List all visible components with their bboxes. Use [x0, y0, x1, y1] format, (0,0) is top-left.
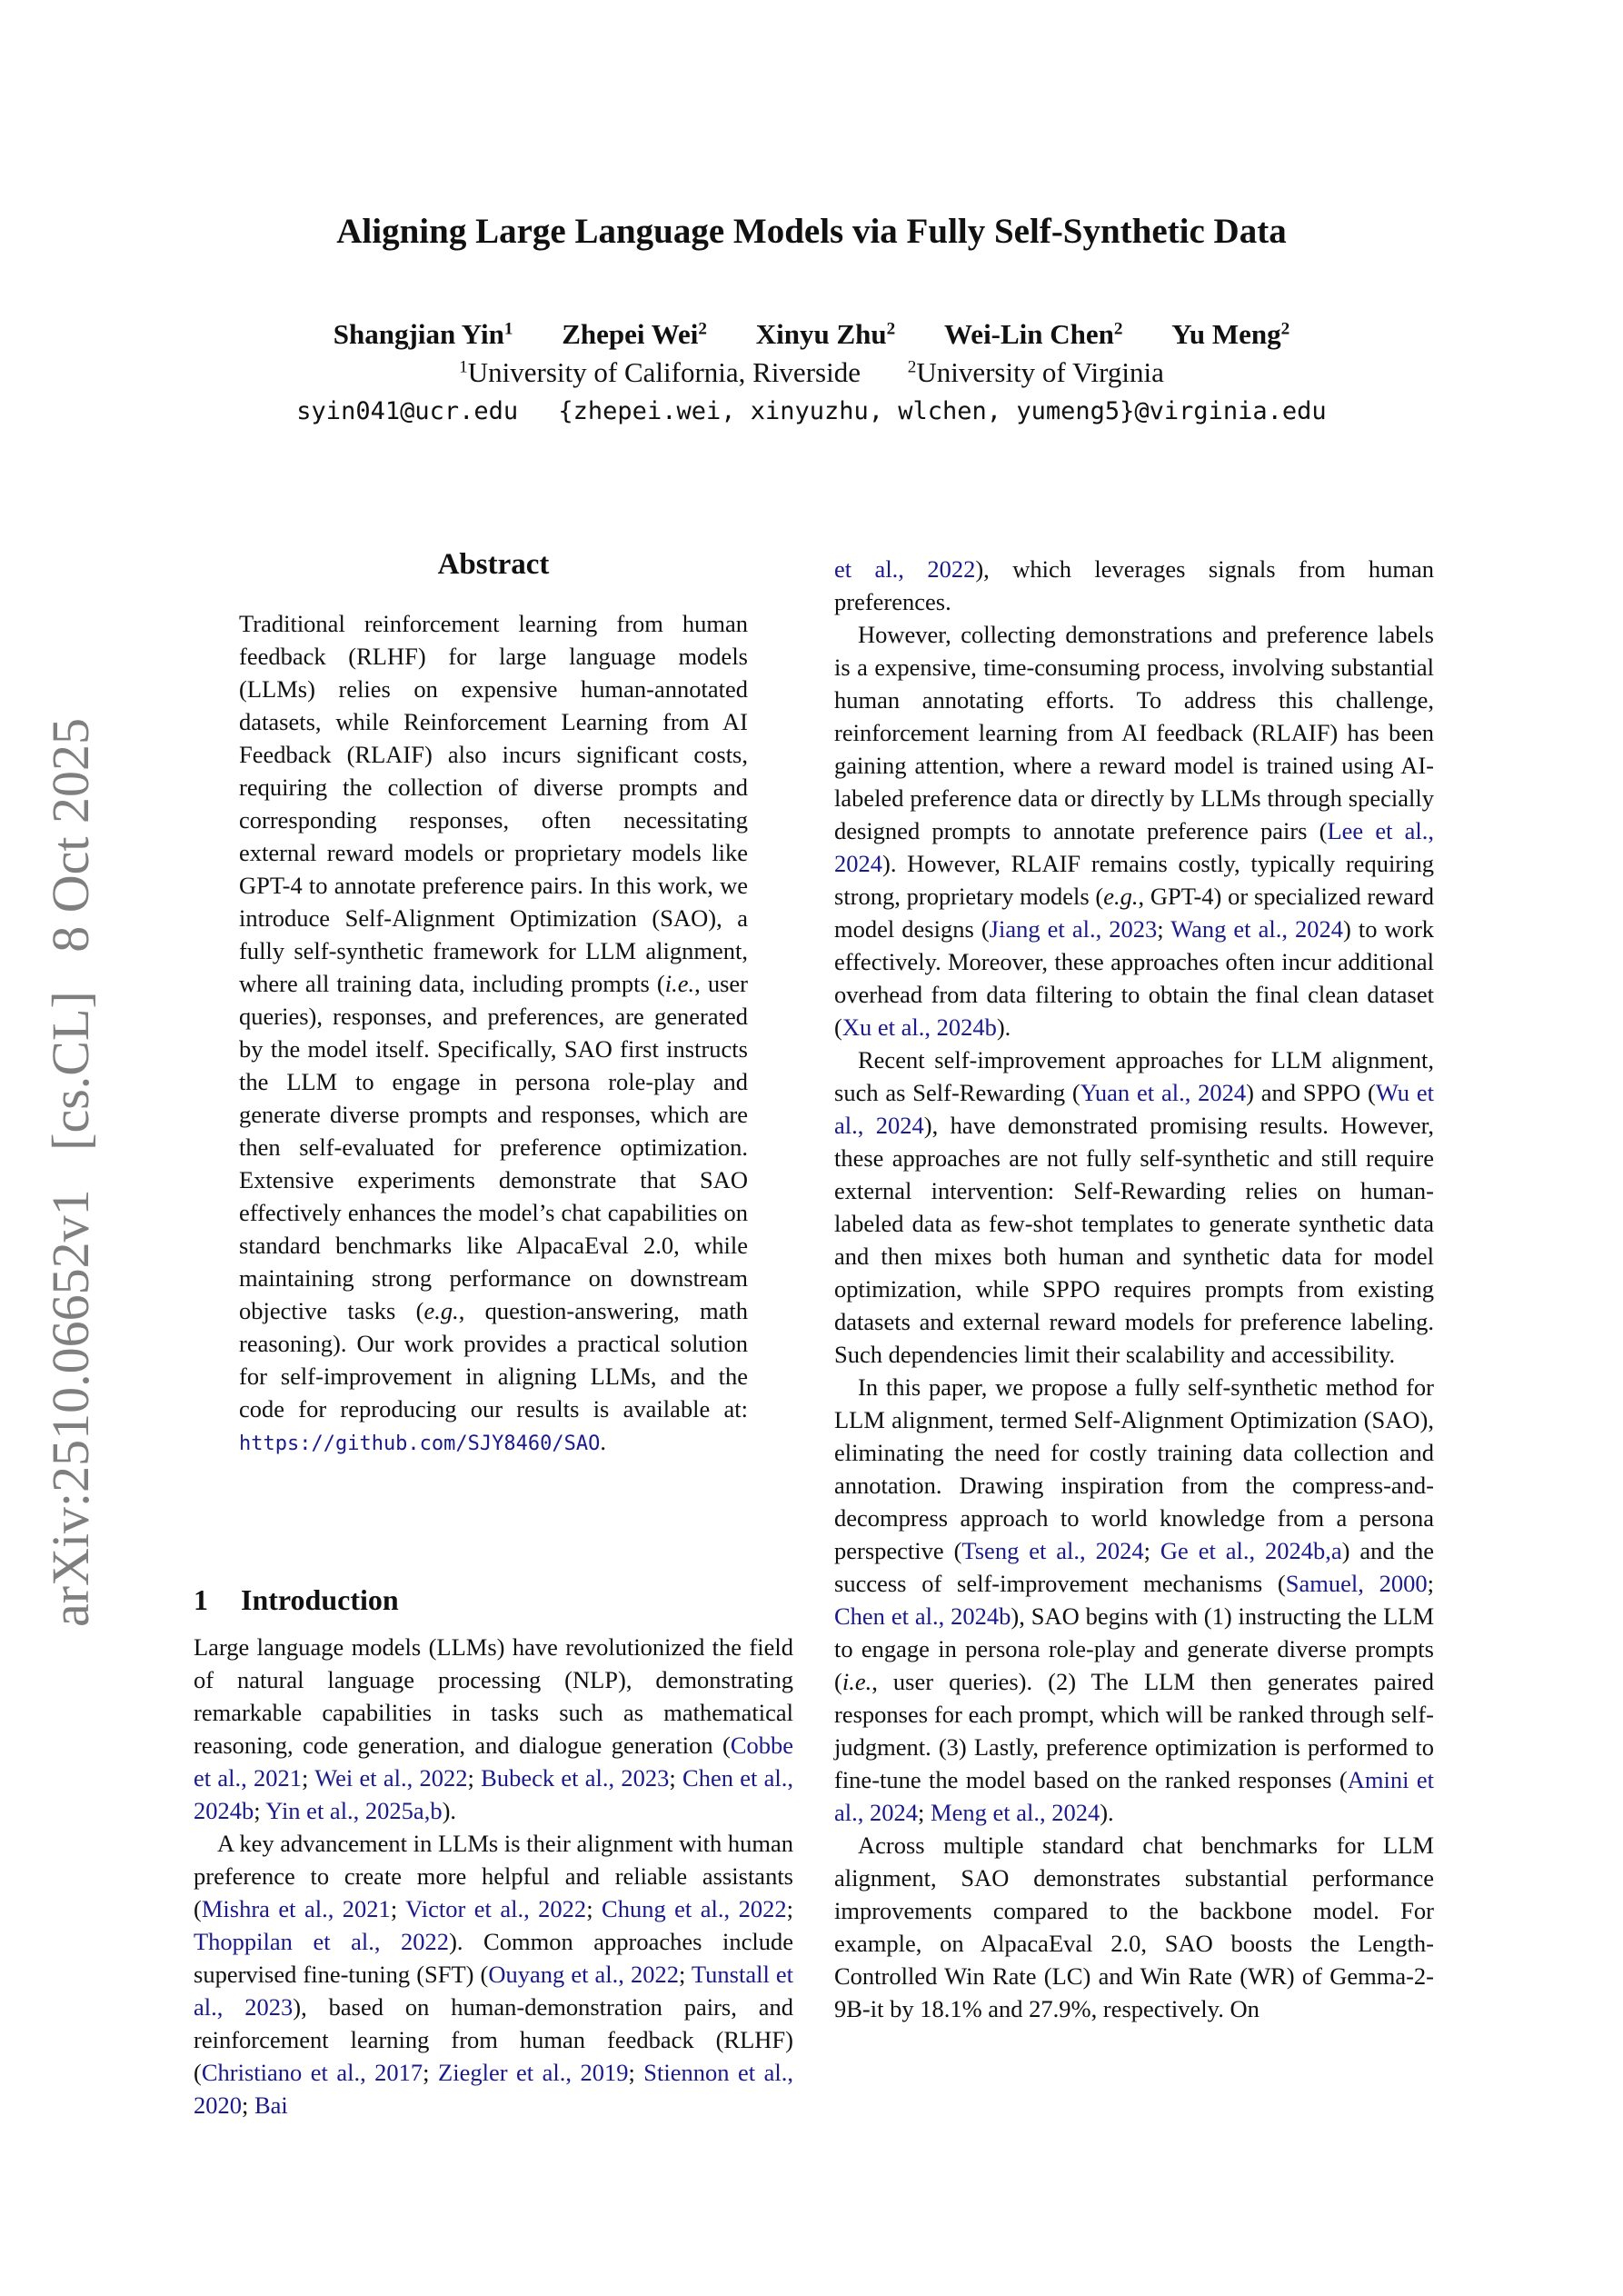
email-list — [0, 397, 1623, 425]
citation-link[interactable]: Wei et al., 2022 — [314, 1764, 468, 1792]
citation-link[interactable]: Victor et al., 2022 — [405, 1895, 587, 1922]
citation-link[interactable]: Yuan et al., 2024 — [1080, 1079, 1247, 1106]
paragraph: et al., 2022), which leverages signals from human preferences. — [834, 555, 1434, 615]
citation-link[interactable]: Samuel, 2000 — [1285, 1570, 1428, 1597]
arxiv-date: 8 Oct 2025 — [41, 718, 100, 953]
right-column — [834, 553, 1434, 2025]
author-list — [0, 318, 1623, 351]
citation-link[interactable]: et al., 2022 — [834, 555, 976, 583]
citation-link[interactable]: Chen et al., 2024b — [194, 1764, 793, 1824]
affiliation: $^1$University of California, Riverside — [459, 356, 861, 388]
citation-link[interactable]: Chung et al., 2022 — [602, 1895, 787, 1922]
citation-link[interactable]: Thoppilan et al., 2022 — [194, 1928, 450, 1955]
citation-link[interactable]: Christiano et al., 2017 — [201, 2059, 423, 2086]
citation-link[interactable]: Bubeck et al., 2023 — [481, 1764, 670, 1792]
citation-link[interactable]: Stiennon et al., 2020 — [194, 2059, 793, 2119]
abstract-heading: Abstract — [437, 548, 550, 581]
arxiv-category: [cs.CL] — [41, 991, 100, 1151]
citation-link[interactable]: Xu et al., 2024b — [841, 1013, 997, 1041]
affiliation: $^2$University of Virginia — [907, 356, 1164, 388]
section-heading-introduction: 1 Introduction — [194, 1583, 399, 1616]
left-column — [194, 1582, 793, 2121]
citation-link[interactable]: Yin et al., 2025a,b — [265, 1797, 443, 1824]
arxiv-id: arXiv:2510.06652v1 — [41, 1189, 100, 1627]
citation-link[interactable]: Ouyang et al., 2022 — [488, 1961, 679, 1988]
citation-link[interactable]: Mishra et al., 2021 — [201, 1895, 391, 1922]
affiliation-list — [0, 356, 1623, 389]
code-link[interactable]: https://github.com/SJY8460/SAO — [239, 1433, 601, 1455]
author: Shangjian Yin$^1$ — [333, 318, 513, 350]
paragraph: Large language models (LLMs) have revolutionized the field of natural language processing (NLP), demonstrating remarkable capabilities in tasks such as mathematical reasoning, code generation, and dialogue generation (Cobbe et al., 2021; Wei et al., 2022; Bubeck et al., 2023; Chen et al., 2024b; Yin et al., 2025a,b). — [194, 1633, 793, 1824]
citation-link[interactable]: Tunstall et al., 2023 — [194, 1961, 793, 2021]
author: Yu Meng$^2$ — [1171, 318, 1290, 350]
paragraph: Across multiple standard chat benchmarks for LLM alignment, SAO demonstrates substantial performance improvements compared to the backbone model. For example, on AlpacaEval 2.0, SAO boosts the Length-Controlled Win Rate (LC) and Win Rate (WR) of Gemma-2-9B-it by 18.1% and 27.9%, respectively. On — [834, 1832, 1434, 2022]
citation-link[interactable]: Lee et al., 2024 — [834, 817, 1434, 877]
email[interactable]: {zhepei.wei, xinyuzhu, wlchen, yumeng5}@virginia.edu — [558, 397, 1327, 425]
citation-link[interactable]: Tseng et al., 2024 — [961, 1537, 1144, 1564]
citation-link[interactable]: Wu et al., 2024 — [834, 1079, 1435, 1139]
citation-link[interactable]: Meng et al., 2024 — [931, 1799, 1100, 1826]
citation-link[interactable]: Chen et al., 2024b — [834, 1602, 1011, 1630]
author: Xinyu Zhu$^2$ — [755, 318, 896, 350]
citation-link[interactable]: Jiang et al., 2023 — [989, 915, 1158, 943]
citation-link[interactable]: Cobbe et al., 2021 — [194, 1732, 793, 1792]
abstract-body: Traditional reinforcement learning from human feedback (RLHF) for large language models (LLMs) relies on expensive human-annotated datasets, while Reinforcement Learning from AI Feedback (RLAIF) also incurs significant costs, requiring the collection of diverse prompts and corresponding responses, often necessitating external reward models or proprietary models like GPT-4 to annotate preference pairs. In this work, we introduce Self-Alignment Optimization (SAO), a fully self-synthetic framework for LLM alignment, where all training data, including prompts (i.e., user queries), responses, and preferences, are generated by the model itself. Specifically, SAO first instructs the LLM to engage in persona role-play and generate diverse prompts and responses, which are then self-evaluated for preference optimization. Extensive experiments demonstrate that SAO effectively enhances the model’s chat capabilities on standard benchmarks like AlpacaEval 2.0, while maintaining strong performance on downstream objective tasks (e.g., question-answering, math reasoning). Our work provides a practical solution for self-improvement in aligning LLMs, and the code for reproducing our results is available at: https://github.com/SJY8460/SAO. — [239, 610, 748, 1455]
paragraph: However, collecting demonstrations and preference labels is a expensive, time-consuming process, involving substantial human annotating efforts. To address this challenge, reinforcement learning from AI feedback (RLAIF) has been gaining attention, where a reward model is trained using AI-labeled preference data or directly by LLMs through specially designed prompts to annotate preference pairs (Lee et al., 2024). However, RLAIF remains costly, typically requiring strong, proprietary models (e.g., GPT-4) or specialized reward model designs (Jiang et al., 2023; Wang et al., 2024) to work effectively. Moreover, these approaches often incur additional overhead from data filtering to obtain the final clean dataset (Xu et al., 2024b). — [834, 621, 1435, 1041]
email[interactable]: syin041@ucr.edu — [296, 397, 519, 425]
citation-link[interactable]: Ziegler et al., 2019 — [438, 2059, 629, 2086]
citation-link[interactable]: Ge et al., 2024b,a — [1160, 1537, 1342, 1564]
author: Wei-Lin Chen$^2$ — [944, 318, 1123, 350]
paragraph: A key advancement in LLMs is their alignment with human preference to create more helpful and reliable assistants (Mishra et al., 2021; Victor et al., 2022; Chung et al., 2022; Thoppilan et al., 2022). Common approaches include supervised fine-tuning (SFT) (Ouyang et al., 2022; Tunstall et al., 2023), based on human-demonstration pairs, and reinforcement learning from human feedback (RLHF) (Christiano et al., 2017; Ziegler et al., 2019; Stiennon et al., 2020; Bai — [194, 1830, 794, 2119]
citation-link[interactable]: Amini et al., 2024 — [834, 1766, 1434, 1826]
author: Zhepei Wei$^2$ — [562, 318, 708, 350]
paragraph: Recent self-improvement approaches for LLM alignment, such as Self-Rewarding (Yuan et al., 2024) and SPPO (Wu et al., 2024), have demonstrated promising results. However, these approaches are not fully self-synthetic and still require external intervention: Self-Rewarding relies on human-labeled data as few-shot templates to generate synthetic data and then mixes both human and synthetic data for model optimization, while SPPO requires prompts from existing datasets and external reward models for preference labeling. Such dependencies limit their scalability and accessibility. — [834, 1046, 1435, 1368]
arxiv-stamp — [40, 664, 101, 1627]
paper-title: Aligning Large Language Models via Fully Self-Synthetic Data — [336, 212, 1287, 251]
paragraph: In this paper, we propose a fully self-synthetic method for LLM alignment, termed Self-Alignment Optimization (SAO), eliminating the need for costly training data collection and annotation. Drawing inspiration from the compress-and-decompress approach to world knowledge from a persona perspective (Tseng et al., 2024; Ge et al., 2024b,a) and the success of self-improvement mechanisms (Samuel, 2000; Chen et al., 2024b), SAO begins with (1) instructing the LLM to engage in persona role-play and generate diverse prompts (i.e., user queries). (2) The LLM then generates paired responses for each prompt, which will be ranked through self-judgment. (3) Lastly, preference optimization is performed to fine-tune the model based on the ranked responses (Amini et al., 2024; Meng et al., 2024). — [834, 1373, 1435, 1826]
citation-link[interactable]: Wang et al., 2024 — [1170, 915, 1344, 943]
citation-link[interactable]: Bai — [254, 2091, 288, 2119]
